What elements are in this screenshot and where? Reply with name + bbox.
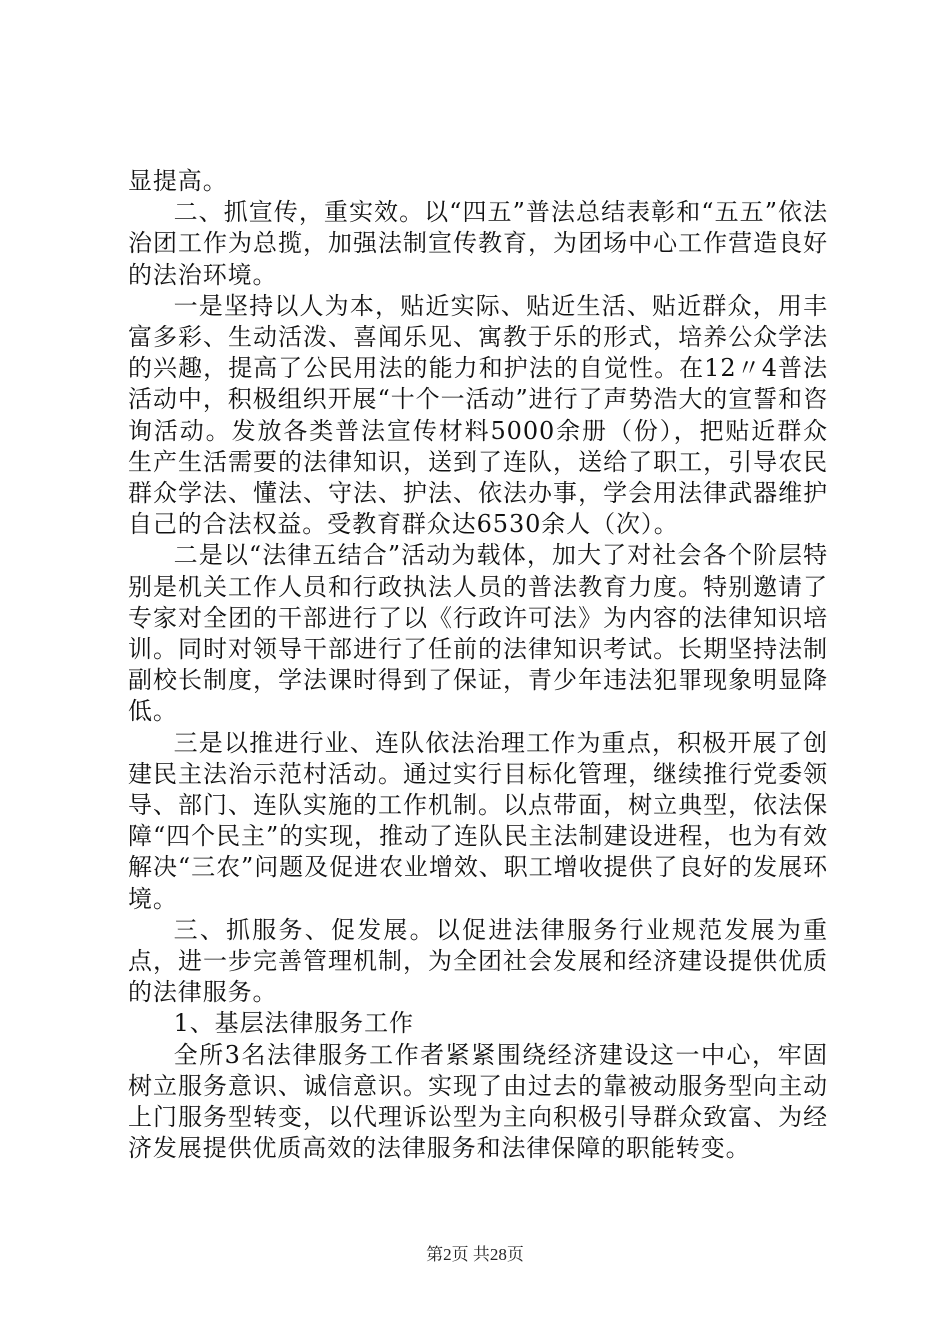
- paragraph-section-three: 三、抓服务、促发展。以促进法律服务行业规范发展为重点，进一步完善管理机制，为全团社会发展和经济建设提供优质的法律服务。: [128, 915, 828, 1007]
- paragraph-legal-service: 全所3名法律服务工作者紧紧围绕经济建设这一中心，牢固树立服务意识、诚信意识。实现了由过去的靠被动服务型向主动上门服务型转变，以代理诉讼型为主向积极引导群众致富、为经济发展提供优质高效的法律服务和法律保障的职能转变。: [128, 1040, 828, 1163]
- paragraph-item-three: 三是以推进行业、连队依法治理工作为重点，积极开展了创建民主法治示范村活动。通过实行目标化管理，继续推行党委领导、部门、连队实施的工作机制。以点带面，树立典型，依法保障“四个民主”的实现，推动了连队民主法制建设进程，也为有效解决“三农”问题及促进农业增效、职工增收提供了良好的发展环境。: [128, 728, 828, 913]
- paragraph-continuation: 显提高。: [128, 167, 228, 195]
- paragraph-section-two: 二、抓宣传，重实效。以“四五”普法总结表彰和“五五”依法治团工作为总揽，加强法制宣传教育，为团场中心工作营造良好的法治环境。: [128, 198, 828, 289]
- subheading-legal-service: 1、基层法律服务工作: [173, 1009, 414, 1038]
- page-number-footer: 第2页 共28页: [426, 1245, 524, 1264]
- document-body: [128, 166, 828, 1165]
- paragraph-item-two: 二是以“法律五结合”活动为载体，加大了对社会各个阶层特别是机关工作人员和行政执法人员的普法教育力度。特别邀请了专家对全团的干部进行了以《行政许可法》为内容的法律知识培训。同时对领导干部进行了任前的法律知识考试。长期坚持法制副校长制度，学法课时得到了保证，青少年违法犯罪现象明显降低。: [128, 541, 828, 726]
- paragraph-item-one: 一是坚持以人为本，贴近实际、贴近生活、贴近群众，用丰富多彩、生动活泼、喜闻乐见、寓教于乐的形式，培养公众学法的兴趣，提高了公民用法的能力和护法的自觉性。在12〃4普法活动中，积极组织开展“十个一活动”进行了声势浩大的宣誓和咨询活动。发放各类普法宣传材料5000余册（份），把贴近群众生产生活需要的法律知识，送到了连队，送给了职工，引导农民群众学法、懂法、守法、护法、依法办事，学会用法律武器维护自己的合法权益。受教育群众达6530余人（次）。: [128, 291, 828, 539]
